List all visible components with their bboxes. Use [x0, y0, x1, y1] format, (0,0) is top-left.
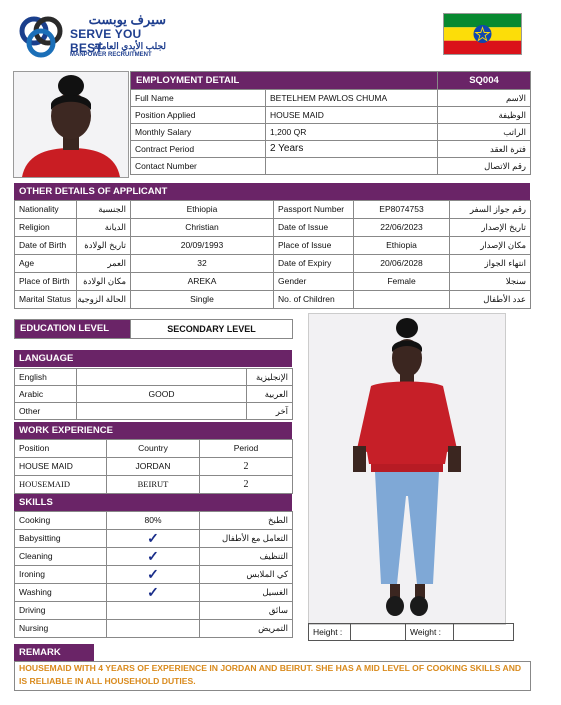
employment-detail-table	[130, 71, 531, 175]
ethiopia-flag-icon	[443, 13, 522, 55]
brand-tagline: MANPOWER RECRUITMENT	[70, 52, 152, 58]
english-arabic-label: الإنجليزية	[247, 369, 293, 386]
education-level-row	[14, 319, 293, 339]
date-of-issue-arabic-label: تاريخ الإصدار	[450, 219, 531, 237]
religion-value: Christian	[131, 219, 274, 237]
contract-period-label: Contract Period	[131, 141, 266, 158]
full-name-arabic-label: الاسم	[438, 90, 531, 107]
other-details-title: OTHER DETAILS OF APPLICANT	[14, 183, 530, 200]
date-of-expiry-label: Date of Expiry	[274, 255, 354, 273]
contact-number-arabic-label: رقم الاتصال	[438, 158, 531, 175]
table-row	[15, 201, 531, 219]
table-row	[15, 530, 293, 548]
work-position-cell: HOUSEMAID	[15, 476, 107, 494]
table-row	[15, 620, 293, 638]
education-level-value: SECONDARY LEVEL	[131, 320, 293, 339]
ironing-check-icon: ✓	[107, 566, 200, 584]
table-row	[15, 219, 531, 237]
table-row	[15, 237, 531, 255]
babysitting-check-icon: ✓	[107, 530, 200, 548]
cooking-label: Cooking	[15, 512, 107, 530]
work-position-cell: HOUSE MAID	[15, 458, 107, 476]
table-row	[15, 512, 293, 530]
period-column-header: Period	[200, 440, 293, 458]
work-country-cell: BEIRUT	[107, 476, 200, 494]
table-row	[15, 403, 293, 420]
nationality-value: Ethiopia	[131, 201, 274, 219]
passport-number-label: Passport Number	[274, 201, 354, 219]
remark-title: REMARK	[14, 644, 94, 661]
age-arabic-label: العمر	[77, 255, 131, 273]
marital-status-label: Marital Status	[15, 291, 77, 309]
table-row	[15, 369, 293, 386]
arabic-arabic-label: العربية	[247, 386, 293, 403]
place-of-birth-label: Place of Birth	[15, 273, 77, 291]
religion-label: Religion	[15, 219, 77, 237]
cleaning-arabic-label: التنظيف	[200, 548, 293, 566]
date-of-issue-label: Date of Issue	[274, 219, 354, 237]
driving-arabic-label: سائق	[200, 602, 293, 620]
table-row	[15, 386, 293, 403]
date-of-issue-value: 22/06/2023	[354, 219, 450, 237]
table-row	[15, 458, 293, 476]
table-row	[15, 255, 531, 273]
gender-value: Female	[354, 273, 450, 291]
passport-number-value: EP8074753	[354, 201, 450, 219]
work-country-cell: JORDAN	[107, 458, 200, 476]
ironing-label: Ironing	[15, 566, 107, 584]
skills-table	[14, 511, 293, 638]
babysitting-arabic-label: التعامل مع الأطفال	[200, 530, 293, 548]
table-row	[15, 548, 293, 566]
contract-period-value: 2 Years	[266, 141, 438, 158]
nursing-arabic-label: التمريض	[200, 620, 293, 638]
date-of-birth-arabic-label: تاريخ الولادة	[77, 237, 131, 255]
full-name-value: BETELHEM PAWLOS CHUMA	[266, 90, 438, 107]
work-experience-title: WORK EXPERIENCE	[14, 422, 292, 439]
english-label: English	[15, 369, 77, 386]
nursing-value	[107, 620, 200, 638]
applicant-full-body-photo	[308, 313, 506, 625]
gender-label: Gender	[274, 273, 354, 291]
children-label: No. of Children	[274, 291, 354, 309]
religion-arabic-label: الديانة	[77, 219, 131, 237]
date-of-expiry-value: 20/06/2028	[354, 255, 450, 273]
cooking-value: 80%	[107, 512, 200, 530]
passport-number-arabic-label: رقم جواز السفر	[450, 201, 531, 219]
monthly-salary-value: 1,200 QR	[266, 124, 438, 141]
position-applied-label: Position Applied	[131, 107, 266, 124]
language-title: LANGUAGE	[14, 350, 292, 367]
cleaning-check-icon: ✓	[107, 548, 200, 566]
babysitting-label: Babysitting	[15, 530, 107, 548]
table-row	[15, 291, 531, 309]
skills-title: SKILLS	[14, 494, 292, 511]
brand-logo	[16, 12, 166, 60]
marital-status-arabic-label: الحالة الزوجية	[77, 291, 131, 309]
nursing-label: Nursing	[15, 620, 107, 638]
washing-label: Washing	[15, 584, 107, 602]
brand-arabic-tagline: لجلب الأيدي العاملة	[93, 41, 166, 51]
brand-arabic-name: سيرف يوبست	[88, 12, 166, 27]
arabic-value: GOOD	[77, 386, 247, 403]
marital-status-value: Single	[131, 291, 274, 309]
height-value	[351, 624, 406, 641]
position-applied-value: HOUSE MAID	[266, 107, 438, 124]
applicant-code: SQ004	[438, 72, 531, 90]
work-experience-table	[14, 439, 293, 494]
other-language-label: Other	[15, 403, 77, 420]
washing-check-icon: ✓	[107, 584, 200, 602]
cleaning-label: Cleaning	[15, 548, 107, 566]
driving-label: Driving	[15, 602, 107, 620]
table-row	[15, 584, 293, 602]
brand-name: SERVE YOU BEST	[70, 27, 142, 55]
education-level-label: EDUCATION LEVEL	[15, 320, 131, 339]
other-language-arabic-label: آخر	[247, 403, 293, 420]
date-of-birth-label: Date of Birth	[15, 237, 77, 255]
nationality-arabic-label: الجنسية	[77, 201, 131, 219]
english-value	[77, 369, 247, 386]
washing-arabic-label: الغسيل	[200, 584, 293, 602]
weight-label: Weight :	[406, 624, 454, 641]
place-of-birth-arabic-label: مكان الولادة	[77, 273, 131, 291]
driving-value	[107, 602, 200, 620]
date-of-birth-value: 20/09/1993	[131, 237, 274, 255]
date-of-expiry-arabic-label: انتهاء الجواز	[450, 255, 531, 273]
cooking-arabic-label: الطبخ	[200, 512, 293, 530]
measurements-row	[308, 623, 514, 641]
age-value: 32	[131, 255, 274, 273]
table-row	[15, 476, 293, 494]
logo-rings-icon	[16, 14, 66, 60]
remark-text: HOUSEMAID WITH 4 YEARS OF EXPERIENCE IN JORDAN AND BEIRUT. SHE HAS A MID LEVEL OF COOKING SKILLS AND IS RELIABLE IN ALL HOUSEHOLD DUTIES.	[14, 661, 531, 691]
monthly-salary-label: Monthly Salary	[131, 124, 266, 141]
work-period-cell: 2	[200, 458, 293, 476]
other-details-table	[14, 200, 531, 309]
ironing-arabic-label: كي الملابس	[200, 566, 293, 584]
country-column-header: Country	[107, 440, 200, 458]
place-of-birth-value: AREKA	[131, 273, 274, 291]
children-value	[354, 291, 450, 309]
position-column-header: Position	[15, 440, 107, 458]
full-name-label: Full Name	[131, 90, 266, 107]
gender-arabic-label: سنجلا	[450, 273, 531, 291]
other-language-value	[77, 403, 247, 420]
table-row	[15, 566, 293, 584]
place-of-issue-label: Place of Issue	[274, 237, 354, 255]
weight-value	[454, 624, 514, 641]
place-of-issue-arabic-label: مكان الإصدار	[450, 237, 531, 255]
position-applied-arabic-label: الوظيفة	[438, 107, 531, 124]
contract-period-arabic-label: فترة العقد	[438, 141, 531, 158]
children-arabic-label: عدد الأطفال	[450, 291, 531, 309]
applicant-portrait-photo	[13, 71, 129, 178]
place-of-issue-value: Ethiopia	[354, 237, 450, 255]
table-header-row	[15, 440, 293, 458]
work-period-cell: 2	[200, 476, 293, 494]
language-table	[14, 368, 293, 420]
nationality-label: Nationality	[15, 201, 77, 219]
employment-detail-title: EMPLOYMENT DETAIL	[131, 72, 438, 90]
age-label: Age	[15, 255, 77, 273]
table-row	[15, 602, 293, 620]
arabic-label: Arabic	[15, 386, 77, 403]
contact-number-value	[266, 158, 438, 175]
table-row	[15, 273, 531, 291]
height-label: Height :	[309, 624, 351, 641]
monthly-salary-arabic-label: الراتب	[438, 124, 531, 141]
contact-number-label: Contact Number	[131, 158, 266, 175]
